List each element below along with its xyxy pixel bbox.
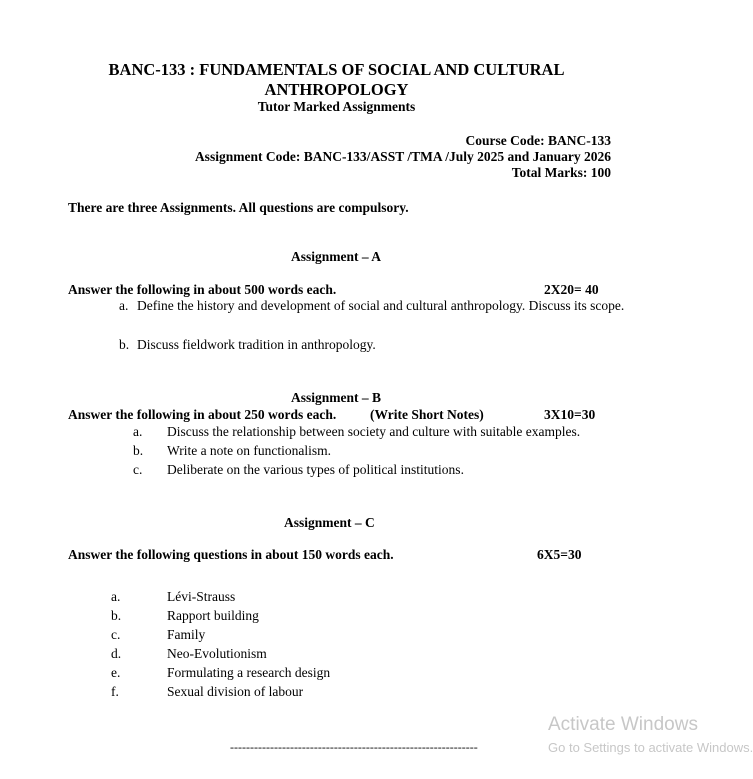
watermark-title: Activate Windows [548,714,698,735]
question-c-text: Deliberate on the various types of political institutions. [167,462,464,477]
total-marks: Total Marks: 100 [511,165,611,180]
question-a-label: a. [119,298,129,313]
question-a-text: Discuss the relationship between society and culture with suitable examples. [167,424,581,439]
question-b-text: Write a note on functionalism. [167,443,332,458]
activation-watermark [548,714,753,764]
question-d-label: d. [111,646,122,661]
question-a-label: a. [133,424,143,439]
question-b-text: Rapport building [167,608,259,623]
question-d-text: Neo-Evolutionism [167,646,267,661]
question-b-label: b. [119,337,130,352]
assignment-a-heading: Assignment – A [291,249,382,264]
assignment-b-note: (Write Short Notes) [370,407,484,422]
assignment-c-heading: Assignment – C [284,515,375,530]
question-a-text: Lévi-Strauss [167,589,236,604]
assignment-a-instruction: Answer the following in about 500 words each. [68,282,337,297]
question-e-text: Formulating a research design [167,665,331,680]
assignment-b-heading: Assignment – B [291,390,382,405]
assignment-c-instruction: Answer the following questions in about 150 words each. [68,547,394,562]
question-a-label: a. [111,589,121,604]
course-code: Course Code: BANC-133 [465,133,611,148]
watermark-subtitle: Go to Settings to activate Windows. [548,740,753,755]
document-title: BANC-133 : FUNDAMENTALS OF SOCIAL AND CULTURAL [108,60,565,79]
assignment-b-instruction: Answer the following in about 250 words each. [68,407,337,422]
general-instructions: There are three Assignments. All questions are compulsory. [68,200,409,215]
question-a-text: Define the history and development of social and cultural anthropology. Discuss its scope. [137,298,625,313]
document-title-line2: ANTHROPOLOGY [264,80,409,99]
question-e-label: e. [111,665,121,680]
assignment-c-marks: 6X5=30 [537,547,582,562]
question-b-label: b. [111,608,122,623]
question-f-label: f. [111,684,119,699]
assignment-code: Assignment Code: BANC-133/ASST /TMA /July 2025 and January 2026 [194,149,611,164]
assignment-b-marks: 3X10=30 [544,407,596,422]
question-b-label: b. [133,443,144,458]
assignment-a-marks: 2X20= 40 [544,282,599,297]
question-c-label: c. [133,462,143,477]
document-subtitle: Tutor Marked Assignments [257,99,416,114]
question-b-text: Discuss fieldwork tradition in anthropology. [137,337,376,352]
question-c-text: Family [167,627,206,642]
question-c-label: c. [111,627,121,642]
question-f-text: Sexual division of labour [167,684,304,699]
footer-separator: -------------------------------------------------------------- [230,740,478,754]
